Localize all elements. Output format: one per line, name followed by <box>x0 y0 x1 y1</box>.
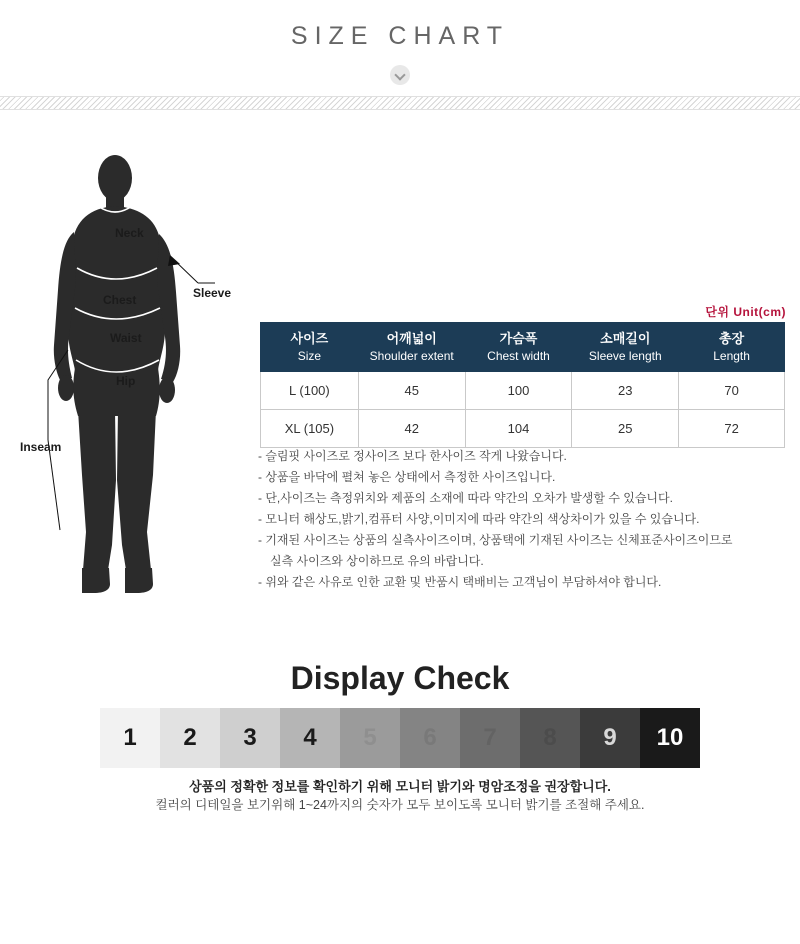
table-header-row <box>261 323 785 372</box>
figure-label-sleeve: Sleeve <box>193 286 232 300</box>
cell-chest: 104 <box>465 409 572 447</box>
cell-size: L (100) <box>261 371 359 409</box>
swatch-6: 6 <box>400 708 460 768</box>
page-title: SIZE CHART <box>290 22 510 50</box>
note-line: - 슬림핏 사이즈로 정사이즈 보다 한사이즈 작게 나왔습니다. <box>258 449 567 463</box>
cell-length: 70 <box>679 371 785 409</box>
swatch-3: 3 <box>220 708 280 768</box>
figure-label-chest: Chest <box>103 293 137 307</box>
size-notes <box>258 446 788 593</box>
th-length: 총장 Length <box>679 323 785 372</box>
figure-label-hip: Hip <box>116 374 136 388</box>
th-chest: 가슴폭 Chest width <box>465 323 572 372</box>
swatch-7: 7 <box>460 708 520 768</box>
note-line: - 모니터 해상도,밝기,컴퓨터 사양,이미지에 따라 약간의 색상차이가 있을 수 있습니다. <box>258 512 700 526</box>
cell-sleeve: 23 <box>572 371 679 409</box>
display-check-note-primary: 상품의 정확한 정보를 확인하기 위해 모니터 밝기와 명암조정을 권장합니다. <box>189 779 611 794</box>
swatch-4: 4 <box>280 708 340 768</box>
swatch-8: 8 <box>520 708 580 768</box>
display-check-note-secondary: 컬러의 디테일을 보기위해 1~24까지의 숫자가 모두 보이도록 모니터 밝기를 조절해 주세요. <box>155 798 645 812</box>
cell-chest: 100 <box>465 371 572 409</box>
table-row <box>261 409 785 447</box>
cell-length: 72 <box>679 409 785 447</box>
th-sleeve: 소매길이 Sleeve length <box>572 323 679 372</box>
th-shoulder: 어깨넓이 Shoulder extent <box>358 323 465 372</box>
size-table <box>260 322 785 448</box>
th-size: 사이즈 Size <box>261 323 359 372</box>
swatch-10: 10 <box>640 708 700 768</box>
cell-shoulder: 42 <box>358 409 465 447</box>
table-row <box>261 371 785 409</box>
note-line: - 기재된 사이즈는 상품의 실측사이즈이며, 상품택에 기재된 사이즈는 신체표준사이즈이므로 <box>258 533 733 547</box>
cell-size: XL (105) <box>261 409 359 447</box>
display-check-title: Display Check <box>290 660 510 696</box>
swatch-9: 9 <box>580 708 640 768</box>
figure-label-inseam: Inseam <box>20 440 62 454</box>
swatch-2: 2 <box>160 708 220 768</box>
swatch-5: 5 <box>340 708 400 768</box>
display-check-swatches <box>100 708 700 768</box>
figure-label-waist: Waist <box>110 331 142 345</box>
scroll-hint <box>0 65 800 90</box>
note-line: - 위와 같은 사유로 인한 교환 및 반품시 택배비는 고객님이 부담하셔야 합니다. <box>258 575 662 589</box>
note-line: - 단,사이즈는 측정위치와 제품의 소재에 따라 약간의 오차가 발생할 수 있습니다. <box>258 491 673 505</box>
unit-label: 단위 Unit(cm) <box>705 305 786 319</box>
note-line: - 상품을 바닥에 펼쳐 놓은 상태에서 측정한 사이즈입니다. <box>258 470 556 484</box>
note-line: 실측 사이즈와 상이하므로 유의 바랍니다. <box>270 554 484 568</box>
figure-label-neck: Neck <box>115 226 144 240</box>
measurement-figure <box>20 140 250 620</box>
swatch-1: 1 <box>100 708 160 768</box>
hatched-divider <box>0 96 800 110</box>
cell-shoulder: 45 <box>358 371 465 409</box>
cell-sleeve: 25 <box>572 409 679 447</box>
chevron-down-icon <box>390 65 410 85</box>
